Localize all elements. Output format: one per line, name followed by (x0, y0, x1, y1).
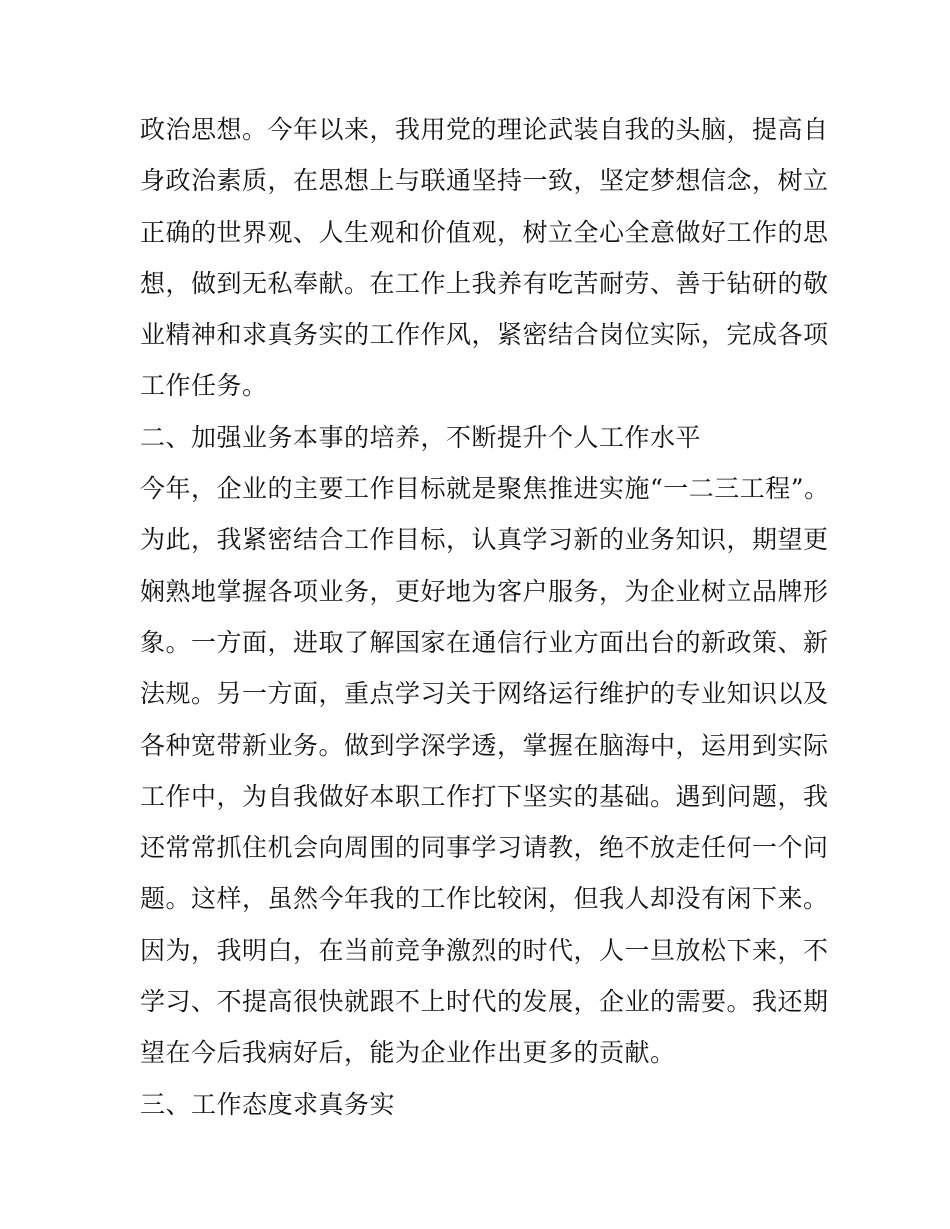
paragraph-line: 今年，企业的主要工作目标就是聚焦推进实施“一二三工程”。 (140, 474, 830, 504)
paragraph-line: 为此，我紧密结合工作目标，认真学习新的业务知识，期望更 (140, 525, 829, 555)
paragraph-line: 学习、不提高很快就跟不上时代的发展，企业的需要。我还期 (140, 987, 829, 1017)
paragraph-line: 象。一方面，进取了解国家在通信行业方面出台的新政策、新 (140, 627, 829, 657)
section-heading: 三、工作态度求真务实 (140, 1089, 396, 1119)
section-heading: 二、加强业务本事的培养，不断提升个人工作水平 (140, 422, 702, 452)
paragraph-line: 工作中，为自我做好本职工作打下坚实的基础。遇到问题，我 (140, 781, 829, 811)
paragraph-line: 业精神和求真务实的工作作风，紧密结合岗位实际，完成各项 (140, 320, 829, 350)
paragraph-line: 还常常抓住机会向周围的同事学习请教，绝不放走任何一个问 (140, 833, 829, 863)
paragraph-line: 正确的世界观、人生观和价值观，树立全心全意做好工作的思 (140, 217, 829, 247)
document-body (140, 104, 830, 1130)
paragraph-line: 各种宽带新业务。做到学深学透，掌握在脑海中，运用到实际 (140, 730, 829, 760)
paragraph-line: 因为，我明白，在当前竞争激烈的时代，人一旦放松下来，不 (140, 935, 829, 965)
paragraph-line: 题。这样，虽然今年我的工作比较闲，但我人却没有闲下来。 (140, 884, 829, 914)
paragraph-line: 工作任务。 (140, 371, 268, 401)
paragraph-line: 政治思想。今年以来，我用党的理论武装自我的头脑，提高自 (140, 115, 829, 144)
paragraph-line: 想，做到无私奉献。在工作上我养有吃苦耐劳、善于钻研的敬 (140, 268, 829, 298)
paragraph-line: 身政治素质，在思想上与联通坚持一致，坚定梦想信念，树立 (140, 166, 829, 196)
paragraph-line: 娴熟地掌握各项业务，更好地为客户服务，为企业树立品牌形 (140, 576, 829, 606)
paragraph-line: 法规。另一方面，重点学习关于网络运行维护的专业知识以及 (140, 679, 829, 709)
paragraph-line: 望在今后我病好后，能为企业作出更多的贡献。 (140, 1038, 676, 1068)
